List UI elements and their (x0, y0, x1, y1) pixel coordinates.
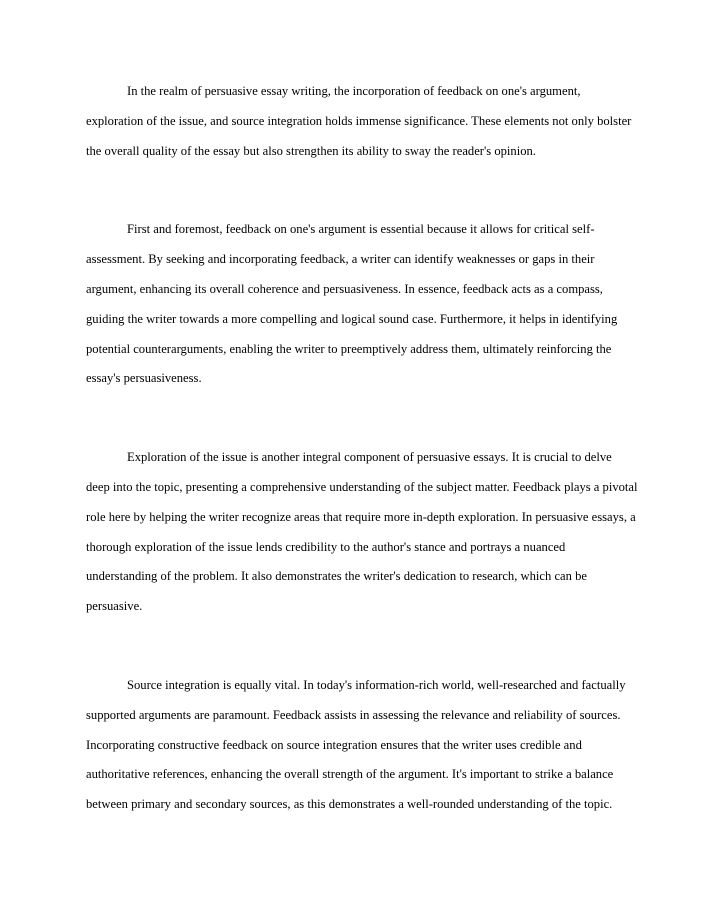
paragraph-spacer (86, 394, 638, 443)
paragraph-exploration: Exploration of the issue is another integral component of persuasive essays. It is crucial to delve deep into the topic, presenting a comprehensive understanding of the subject matter. Feedback plays a pivotal role here by helping the writer recognize areas that require more in-depth exploration. In persuasive essays, a thorough exploration of the issue lends credibility to the author's stance and portrays a nuanced understanding of the problem. It also demonstrates the writer's dedication to research, which can be persuasive. (86, 450, 638, 614)
paragraph-source-integration: Source integration is equally vital. In today's information-rich world, well-researched and factually supported arguments are paramount. Feedback assists in assessing the relevance and reliability of sources. Incorporating constructive feedback on source integration ensures that the writer uses credible and authoritative references, enhancing the overall strength of the argument. It's important to strike a balance between primary and secondary sources, as this demonstrates a well-rounded understanding of the topic. (86, 677, 626, 812)
paragraph-feedback-argument: First and foremost, feedback on one's argument is essential because it allows for critical self-assessment. By seeking and incorporating feedback, a writer can identify weaknesses or gaps in their argument, enhancing its overall coherence and persuasiveness. In essence, feedback acts as a compass, guiding the writer towards a more compelling and logical sound case. Furthermore, it helps in identifying potential counterarguments, enabling the writer to preemptively address them, ultimately reinforcing the essay's persuasiveness. (86, 222, 618, 386)
document-body (86, 77, 638, 820)
paragraph-intro: In the realm of persuasive essay writing, the incorporation of feedback on one's argument, exploration of the issue, and source integration holds immense significance. These elements not only bolster the overall quality of the essay but also strengthen its ability to sway the reader's opinion. (86, 84, 632, 158)
paragraph-spacer (86, 166, 638, 215)
paragraph-spacer (86, 622, 638, 671)
